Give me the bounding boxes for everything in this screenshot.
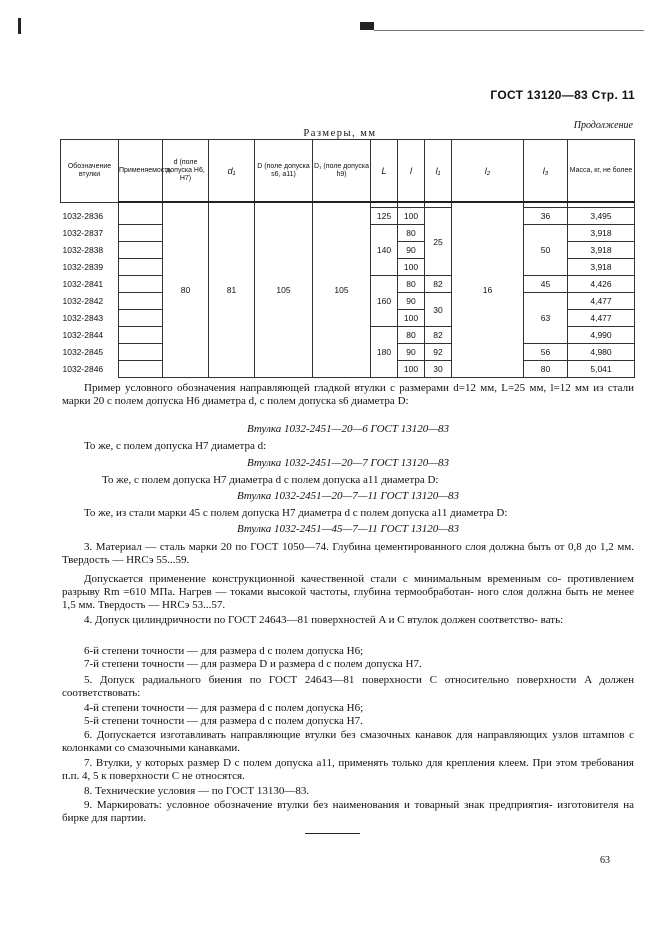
cell-applicability [119,259,163,276]
col-header-l3: l₃ [524,140,568,203]
cell-L: 140 [371,225,398,276]
same-steel45-text: То же, из стали марки 45 с полем допуска H7 диаметра d с полем допуска a11 диаметра D: [84,507,508,519]
same-h7-a11-text: То же, с полем допуска H7 диаметра d с полем допуска a11 диаметра D: [102,474,439,486]
cell-l3: 56 [524,344,568,361]
cell-applicability [119,242,163,259]
cell-l1: 82 [425,276,452,293]
cell-d: 80 [163,202,209,378]
cell-designation: 1032-2846 [62,364,104,374]
cell-applicability [119,293,163,310]
paragraph-8: 8. Технические условия — по ГОСТ 13130—83. [84,785,310,797]
paragraph-5-line-2: должен соответствовать: [62,674,634,699]
cell-applicability [119,310,163,327]
cell-applicability [119,225,163,242]
paragraph-4-line-1: 4. Допуск цилиндричности по ГОСТ 24643—81 поверхностей A и C втулок должен соответство- [84,614,538,626]
paragraph-7-line-1: 7. Втулки, у которых размер D с полем допуска a11, применять только для крепления клеем. При [84,757,552,769]
cell-l3: 36 [524,208,568,225]
paragraph-7-line-2: этом требования п.п. 4, 5 к поверхности C не относятся. [62,757,634,782]
cell-applicability [119,276,163,293]
cell-mass: 3,495 [568,208,635,225]
col-header-l1: l₁ [425,140,452,203]
cell-mass: 4,477 [568,310,635,327]
cell-l1: 82 [425,327,452,344]
paragraph-5-item-b: 5-й степени точности — для размера d с полем допуска H7. [84,715,363,727]
page-header-title: ГОСТ 13120—83 Стр. 11 [490,88,635,102]
cell-l3: 80 [524,361,568,378]
table-header-row [61,140,635,203]
example-designation-1: Втулка 1032-2451—20—6 ГОСТ 13120—83 [246,423,450,435]
paragraph-3b-line-3: ного слоя должна быть не менее 1,5 мм. Твердость — HRCэ 53...57. [62,586,634,611]
cell-l1: 25 [425,208,452,276]
paragraph-3b-line-1: Допускается применение конструкционной качественной стали с минимальным временным со- [84,573,562,585]
cell-designation: 1032-2845 [62,347,104,357]
table-group-header: Размеры, мм [303,128,377,139]
example-intro-line-1: Пример условного обозначения направляющей гладкой втулки с размерами [84,382,449,394]
page-number: 63 [600,855,610,866]
cell-applicability [119,361,163,378]
example-intro-line-3: s6 диаметра D: [338,395,409,407]
cell-l1: 92 [425,344,452,361]
cell-l2: 16 [452,202,524,378]
col-header-designation: Обозначение втулки [61,140,119,203]
col-header-d1: d₁ [209,140,255,203]
cell-designation: 1032-2841 [62,279,104,289]
paragraph-5-item-a: 4-й степени точности — для размера d с полем допуска H6; [84,702,364,714]
col-header-d: d (поле допуска H6, H7) [163,140,209,203]
paragraph-6-line-1: 6. Допускается изготавливать направляющие втулки без смазочных канавок для направляющих [84,729,548,741]
col-header-D: D (поле допуска s6, a11) [255,140,313,203]
cell-applicability [119,327,163,344]
cell-D: 105 [255,202,313,378]
paragraph-9-line-2: изготовителя на бирке для партии. [62,799,635,824]
paragraph-5 [62,674,634,700]
cell-mass: 5,041 [568,361,635,378]
cell-l: 90 [398,344,425,361]
col-header-L: L [371,140,398,203]
paragraph-9 [62,799,634,825]
col-header-l2: l₂ [452,140,524,203]
cell-l: 100 [398,259,425,276]
paragraph-7 [62,757,634,783]
cell-designation: 1032-2837 [62,228,104,238]
cell-l: 100 [398,208,425,225]
cell-l3: 45 [524,276,568,293]
cell-designation: 1032-2838 [62,245,104,255]
cell-mass: 4,477 [568,293,635,310]
col-header-l: l [398,140,425,203]
cell-applicability [119,344,163,361]
cell-l: 90 [398,242,425,259]
example-designation-3: Втулка 1032-2451—20—7—11 ГОСТ 13120—83 [236,490,459,502]
same-h7-text: То же, с полем допуска H7 диаметра d: [84,440,267,452]
paragraph-3-line-2: от 0,8 до 1,2 мм. Твердость — HRCэ 55...59. [62,541,634,566]
end-divider [305,833,360,834]
cell-mass: 3,918 [568,259,635,276]
paragraph-6 [62,729,634,755]
example-designation-2: Втулка 1032-2451—20—7 ГОСТ 13120—83 [246,457,450,469]
cell-mass: 4,426 [568,276,635,293]
cell-designation: 1032-2842 [62,296,104,306]
cell-designation: 1032-2839 [62,262,104,272]
cell-L: 160 [371,276,398,327]
cell-l: 90 [398,293,425,310]
cell-l1: 30 [425,361,452,378]
paragraph-4-item-a: 6-й степени точности — для размера d с полем допуска H6; [84,645,364,657]
example-designation-4: Втулка 1032-2451—45—7—11 ГОСТ 13120—83 [236,523,459,535]
paragraph-3-line-1: 3. Материал — сталь марки 20 по ГОСТ 1050—74. Глубина цементированного слоя должна быть [84,541,551,553]
cell-L: 125 [371,208,398,225]
example-intro-line-2: d=12 мм, L=25 мм, l=12 мм из стали марки 20 с полем допуска H6 диаметра d, с полем допуска [62,382,635,407]
paragraph-3b-line-2: противлением разрыву Rm =610 МПа. Нагрев — токами высокой частоты, глубина термообработан- [62,573,634,598]
cell-l1: 30 [425,293,452,327]
col-header-mass: Масса, кг, не более [568,140,635,203]
cell-l: 80 [398,276,425,293]
paragraph-9-line-1: 9. Маркировать: условное обозначение втулки без наименования и товарный знак предприятия- [84,799,553,811]
paragraph-4-item-b: 7-й степени точности — для размера D и размера d с полем допуска H7. [84,658,422,670]
paragraph-5-line-1: 5. Допуск радиального биения по ГОСТ 24643—81 поверхности C относительно поверхности A [84,674,592,686]
cell-mass: 4,980 [568,344,635,361]
paragraph-4 [62,614,634,627]
cell-designation: 1032-2844 [62,330,104,340]
cell-designation: 1032-2843 [62,313,104,323]
paragraph-6-line-2: узлов штампов с колонками со смазочными канавками. [62,729,635,754]
dimensions-table [60,139,635,378]
cell-mass: 3,918 [568,242,635,259]
cell-l3: 50 [524,225,568,276]
paragraph-3b [62,573,634,612]
cell-l3: 63 [524,293,568,344]
scan-mark-left [18,18,21,34]
cell-l: 80 [398,225,425,242]
col-header-applicability: Применяемость [119,140,163,203]
cell-l: 80 [398,327,425,344]
scan-rule-top [374,30,644,31]
cell-L: 180 [371,327,398,378]
scan-mark-top [360,22,374,30]
col-header-D1: D₁ (поле допуска h9) [313,140,371,203]
paragraph-3 [62,541,634,567]
continuation-label: Продолжение [573,120,633,131]
cell-D1: 105 [313,202,371,378]
cell-mass: 4,990 [568,327,635,344]
cell-designation: 1032-2836 [62,211,104,221]
cell-mass: 3,918 [568,225,635,242]
cell-l: 100 [398,310,425,327]
paragraph-4-line-2: вать: [540,614,564,626]
example-intro [62,382,634,408]
cell-d1: 81 [209,202,255,378]
cell-applicability [119,208,163,225]
cell-l: 100 [398,361,425,378]
